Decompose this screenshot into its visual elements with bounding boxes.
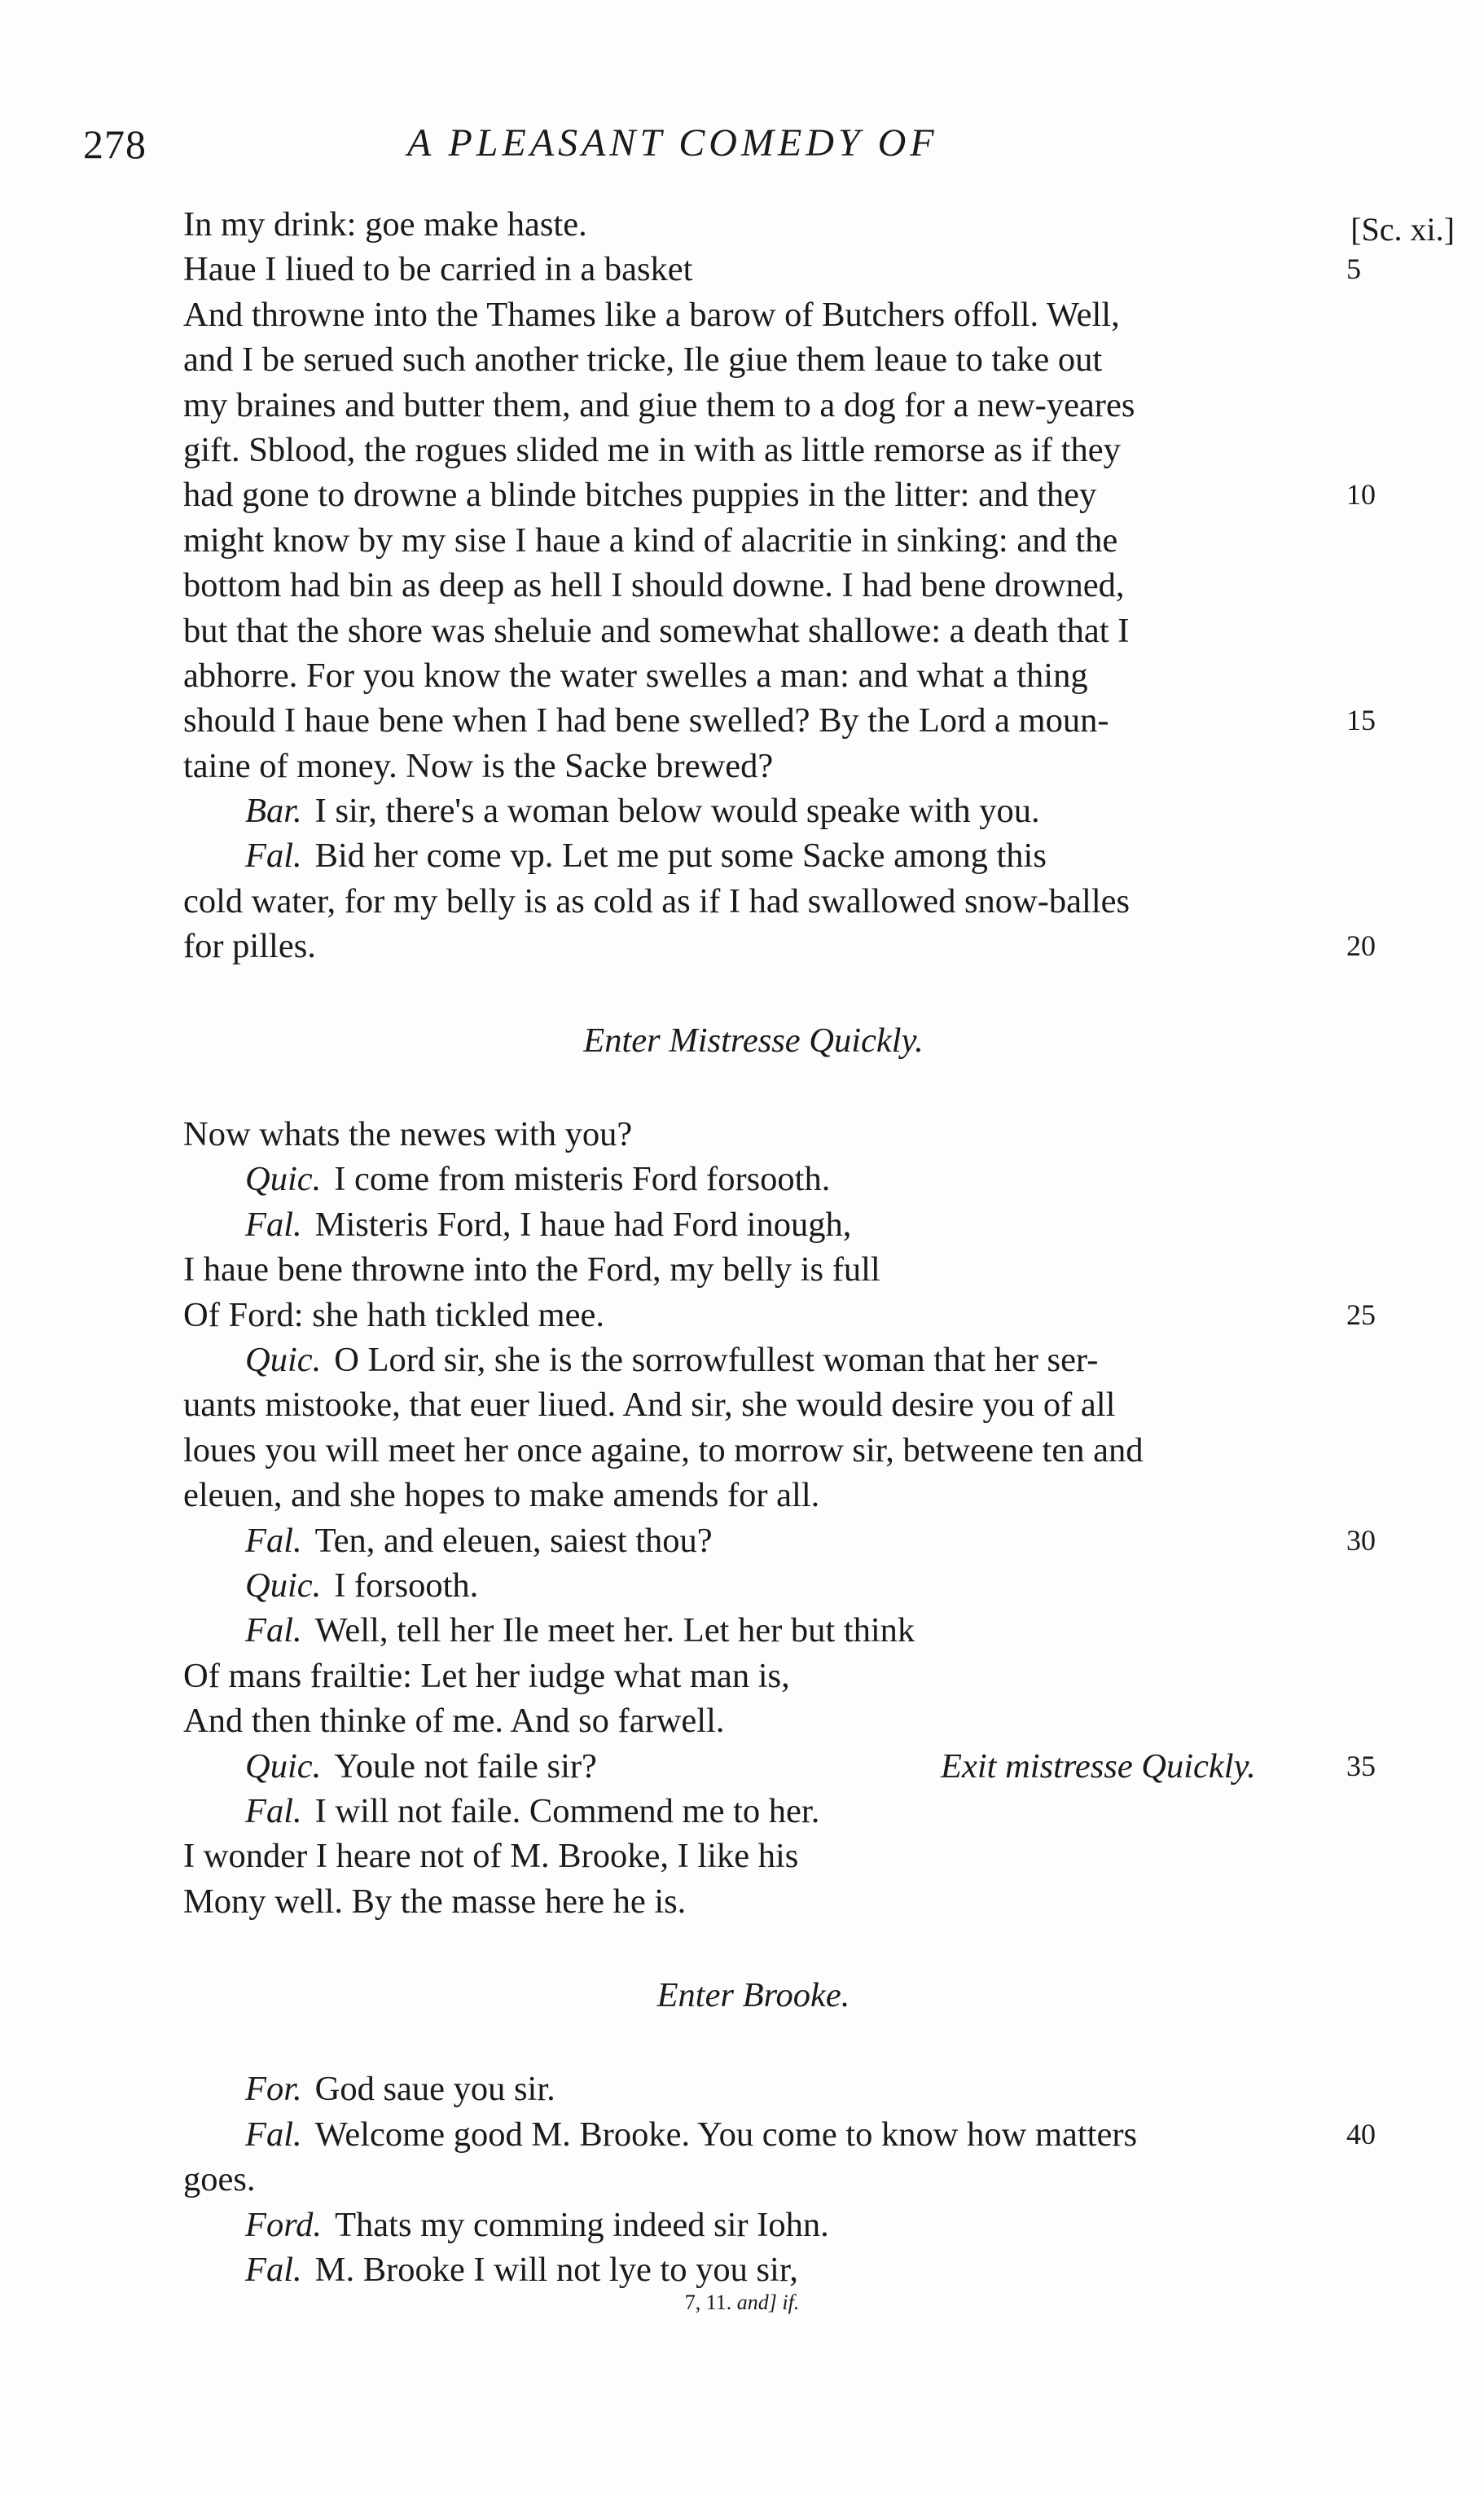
- text-line: [183, 383, 1324, 428]
- speaker-name: Bar.: [245, 792, 302, 831]
- line-text: And throwne into the Thames like a barow of Butchers offoll. Well,: [183, 295, 1120, 334]
- line-text: bottom had bin as deep as hell I should downe. I had bene drowned,: [183, 566, 1125, 605]
- text-line: [183, 653, 1324, 698]
- text-line: [183, 788, 1324, 833]
- text-line: [183, 1473, 1324, 1518]
- line-text: M. Brooke I will not lye to you sir,: [314, 2251, 798, 2290]
- line-text: I come from misteris Ford forsooth.: [334, 1160, 831, 1199]
- line-text: Youle not faile sir?: [334, 1746, 597, 1786]
- footnote-ref: 7, 11.: [684, 2291, 732, 2314]
- line-text: Welcome good M. Brooke. You come to know how matters: [314, 2115, 1138, 2154]
- line-text: God saue you sir.: [314, 2070, 555, 2109]
- line-text: loues you will meet her once againe, to morrow sir, betweene ten and: [183, 1430, 1144, 1469]
- line-text: Of mans frailtie: Let her iudge what man is,: [183, 1656, 790, 1695]
- speaker-name: Quic.: [245, 1340, 322, 1379]
- text-line: [183, 1518, 1376, 1563]
- line-text: gift. Sblood, the rogues slided me in with as little remorse as if they: [183, 430, 1121, 469]
- speaker-name: Ford.: [245, 2205, 323, 2244]
- text-line: [183, 1654, 1324, 1698]
- text-line: [183, 1608, 1324, 1653]
- text-line: [183, 1879, 1324, 1924]
- text-line: [183, 337, 1324, 382]
- text-line: [183, 2157, 1324, 2202]
- line-text: Ten, and eleuen, saiest thou?: [314, 1521, 713, 1560]
- line-number: 25: [1346, 1298, 1376, 1331]
- speaker-name: Fal.: [245, 837, 302, 876]
- footnote: [0, 2291, 1484, 2315]
- scene-marker: [Sc. xi.]: [1350, 211, 1455, 248]
- line-number: 35: [1346, 1749, 1376, 1782]
- line-text: Bid her come vp. Let me put some Sacke among this: [314, 837, 1047, 876]
- stage-direction: Enter Brooke.: [656, 1976, 850, 2015]
- speaker-name: Fal.: [245, 1791, 302, 1830]
- line-text: Mony well. By the masse here he is.: [183, 1882, 687, 1921]
- line-number: 15: [1346, 704, 1376, 737]
- text-line: [183, 2203, 1324, 2247]
- line-number: 5: [1346, 253, 1361, 286]
- speaker-name: Fal.: [245, 1205, 302, 1244]
- line-text: Of Ford: she hath tickled mee.: [183, 1295, 604, 1334]
- line-text: Thats my comming indeed sir Iohn.: [335, 2205, 829, 2244]
- line-text: O Lord sir, she is the sorrowfullest woman that her ser-: [334, 1340, 1099, 1379]
- speaker-name: Quic.: [245, 1566, 322, 1605]
- line-text: And then thinke of me. And so farwell.: [183, 1702, 725, 1741]
- line-text: my braines and butter them, and giue them to a dog for a new-yeares: [183, 385, 1135, 424]
- text-line: [183, 744, 1324, 788]
- text-line: [183, 1293, 1376, 1338]
- running-title: A PLEASANT COMEDY OF: [407, 121, 938, 165]
- line-text: taine of money. Now is the Sacke brewed?: [183, 746, 774, 785]
- line-text: Misteris Ford, I haue had Ford inough,: [314, 1205, 852, 1244]
- line-text: I wonder I heare not of M. Brooke, I like his: [183, 1837, 799, 1876]
- speaker-name: Fal.: [245, 2115, 302, 2154]
- text-line: [183, 608, 1324, 653]
- text-line: [183, 1382, 1324, 1427]
- line-text: goes.: [183, 2160, 256, 2199]
- speaker-name: Fal.: [245, 1611, 302, 1650]
- text-line: [183, 1834, 1324, 1878]
- text-line: [183, 698, 1376, 743]
- text-line: [183, 1112, 1324, 1157]
- text-line: [183, 2247, 1324, 2292]
- text-line: [183, 428, 1324, 472]
- line-number: 10: [1346, 478, 1376, 512]
- speaker-name: Quic.: [245, 1160, 322, 1199]
- line-text: abhorre. For you know the water swelles a man: and what a thing: [183, 656, 1088, 695]
- text-line: [183, 292, 1324, 337]
- page-number: 278: [83, 121, 147, 167]
- text-line: [183, 202, 1324, 247]
- text-line: [183, 1563, 1324, 1608]
- line-number: 20: [1346, 929, 1376, 963]
- play-text: [183, 202, 1376, 2292]
- text-line: [183, 563, 1324, 608]
- text-line: [183, 1157, 1324, 1201]
- stage-direction: Enter Mistresse Quickly.: [583, 1021, 924, 1060]
- line-text: Haue I liued to be carried in a basket: [183, 250, 693, 289]
- line-number: 40: [1346, 2117, 1376, 2150]
- text-line: [183, 518, 1324, 563]
- line-text: cold water, for my belly is as cold as if I had swallowed snow-balles: [183, 881, 1131, 920]
- line-text: I forsooth.: [334, 1566, 479, 1605]
- line-text: In my drink: goe make haste.: [183, 205, 587, 244]
- text-line: [183, 1428, 1324, 1473]
- footnote-note: and] if.: [736, 2291, 800, 2314]
- line-text: might know by my sise I haue a kind of alacritie in sinking: and the: [183, 521, 1118, 560]
- speaker-name: Fal.: [245, 1521, 302, 1560]
- text-line: [183, 1247, 1324, 1292]
- text-line: [183, 247, 1361, 292]
- text-line: [183, 1202, 1324, 1247]
- speaker-name: For.: [245, 2070, 302, 2109]
- exit-direction: Exit mistresse Quickly.: [941, 1746, 1256, 1786]
- line-text: Well, tell her Ile meet her. Let her but think: [314, 1611, 915, 1650]
- text-line: [183, 2112, 1376, 2157]
- line-text: Now whats the newes with you?: [183, 1115, 633, 1154]
- line-text: should I haue bene when I had bene swelled? By the Lord a moun-: [183, 701, 1109, 740]
- line-text: but that the shore was sheluie and somewhat shallowe: a death that I: [183, 611, 1130, 650]
- text-line: [183, 879, 1324, 924]
- text-line: [183, 1698, 1324, 1743]
- line-text: had gone to drowne a blinde bitches puppies in the litter: and they: [183, 476, 1097, 515]
- text-line: [183, 1338, 1324, 1382]
- text-line: [183, 472, 1376, 517]
- line-text: eleuen, and she hopes to make amends for all.: [183, 1476, 820, 1515]
- text-line: [183, 1744, 1376, 1789]
- text-line: [183, 2067, 1324, 2111]
- text-line: [183, 833, 1324, 878]
- speaker-name: Quic.: [245, 1746, 322, 1786]
- line-number: 30: [1346, 1523, 1376, 1557]
- line-text: uants mistooke, that euer liued. And sir, she would desire you of all: [183, 1386, 1116, 1425]
- text-line: [183, 924, 1376, 969]
- line-text: for pilles.: [183, 927, 316, 966]
- line-text: I haue bene throwne into the Ford, my belly is full: [183, 1250, 880, 1289]
- text-line: [183, 1789, 1324, 1834]
- line-text: and I be serued such another tricke, Ile giue them leaue to take out: [183, 340, 1103, 380]
- line-text: I will not faile. Commend me to her.: [314, 1791, 820, 1830]
- line-text: I sir, there's a woman below would speake with you.: [314, 792, 1040, 831]
- speaker-name: Fal.: [245, 2251, 302, 2290]
